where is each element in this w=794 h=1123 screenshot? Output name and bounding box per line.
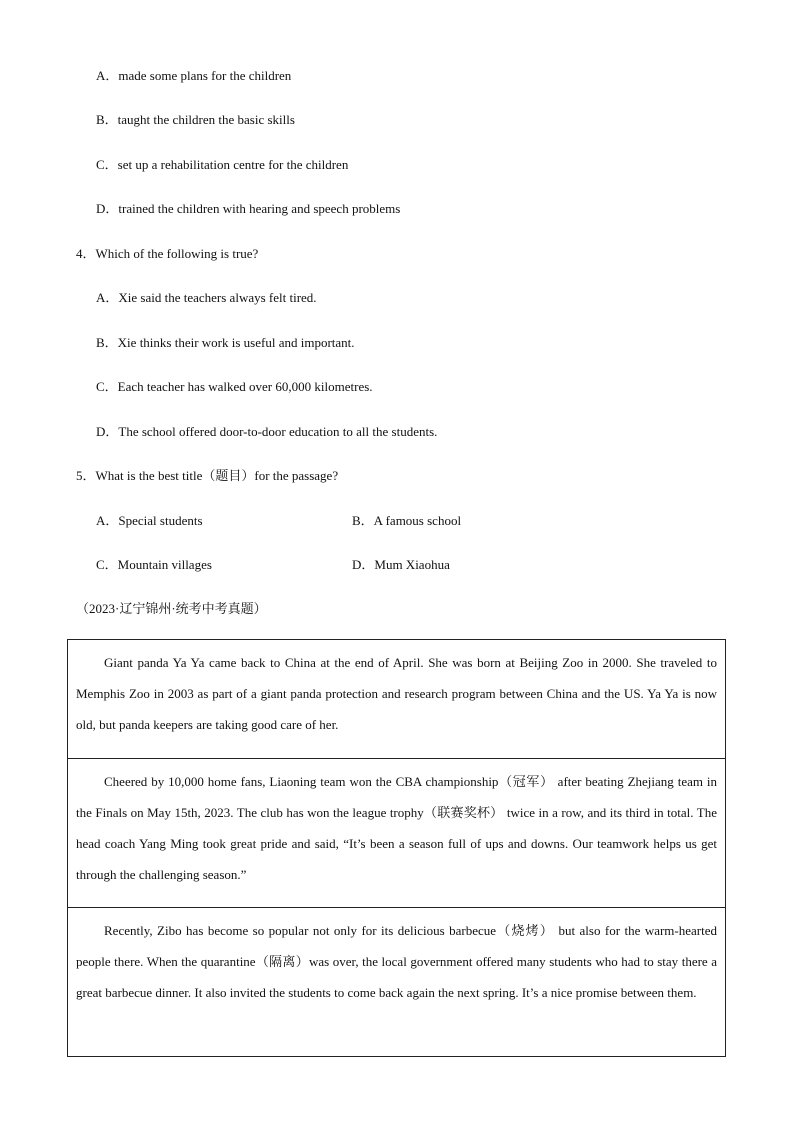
q4-option-a: A．Xie said the teachers always felt tired. bbox=[96, 290, 317, 305]
q5-option-b: B．A famous school bbox=[352, 513, 462, 528]
q3-option-a: A．made some plans for the children bbox=[96, 68, 292, 83]
passage-giant-panda: Giant panda Ya Ya came back to China at the end of April. She was born at Beijing Zoo in 2000. She traveled to Memphis Zoo in 2003 as part of a giant panda protection and research program between China and the US. Ya Ya is now old, but panda keepers are taking good care of her. bbox=[76, 655, 717, 732]
q3-option-b: B．taught the children the basic skills bbox=[96, 112, 295, 127]
q5-option-d: D．Mum Xiaohua bbox=[352, 557, 450, 572]
q5-option-c: C．Mountain villages bbox=[96, 557, 212, 572]
source-note: （2023·辽宁锦州·统考中考真题） bbox=[76, 601, 267, 616]
q4-option-c: C．Each teacher has walked over 60,000 kilometres. bbox=[96, 379, 373, 394]
q5-option-a: A．Special students bbox=[96, 513, 203, 528]
q3-option-d: D．trained the children with hearing and speech problems bbox=[96, 201, 401, 216]
q4-option-d: D．The school offered door-to-door education to all the students. bbox=[96, 424, 438, 439]
q5-stem: 5．What is the best title（题目）for the passage? bbox=[76, 468, 339, 483]
passage-zibo-barbecue: Recently, Zibo has become so popular not only for its delicious barbecue（烧烤） but also for the warm-hearted people there. When the quarantine（隔离）was over, the local government offered many students who had to stay there a great barbecue dinner. It also invited the students to come back again the next spring. It’s a nice promise between them. bbox=[68, 907, 725, 1056]
q4-option-b: B．Xie thinks their work is useful and important. bbox=[96, 335, 355, 350]
q4-stem: 4．Which of the following is true? bbox=[76, 246, 259, 261]
q3-option-c: C．set up a rehabilitation centre for the children bbox=[96, 157, 349, 172]
passage-cba-championship: Cheered by 10,000 home fans, Liaoning team won the CBA championship（冠军） after beating Zhejiang team in the Finals on May 15th, 2023. The club has won the league trophy（联赛奖杯） twice in a row, and its third in total. The head coach Yang Ming took great pride and said, “It’s been a season full of ups and downs. Our teamwork helps us get through the challenging season.” bbox=[68, 758, 725, 907]
passage-table bbox=[67, 639, 726, 1057]
